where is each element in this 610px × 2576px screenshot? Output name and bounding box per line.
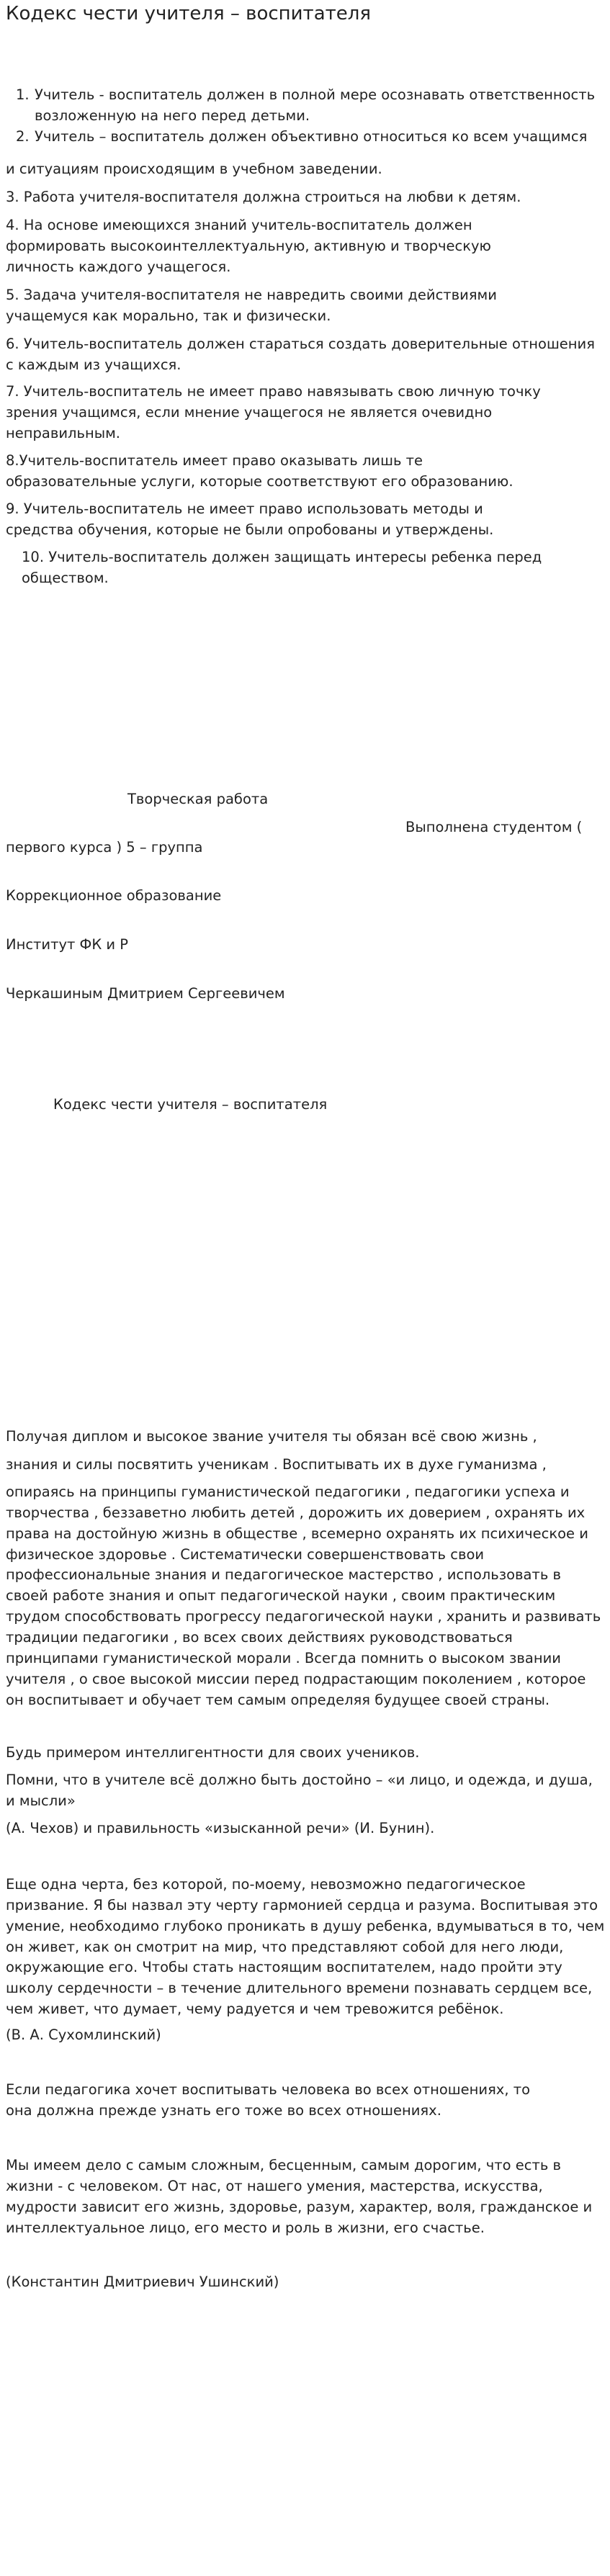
essay-paragraph: Получая диплом и высокое звание учителя ты обязан всё свою жизнь , bbox=[6, 1428, 537, 1445]
essay-paragraph: опираясь на принципы гуманистической педагогики , педагогики успеха и творчества , беззаветно любить детей , дорожить их доверием , охранять их права на достойную жизнь в обществе , всемерно охранять их психическое и физическое здоровье . Систематически совершенствовать свои профессиональные знания и педагогическое мастерство , использовать в своей работе знания и опыт педагогической науки , своим практическим трудом способствовать прогрессу педагогической науки , хранить и развивать традиции педагогики , во всех своих действиях руководствоваться принципами гуманистической морали . Всегда помнить о высоком звании учителя , о свое высокой миссии перед подрастающим поколением , которое он воспитывает и обучает тем самым определяя будущее своей страны. bbox=[6, 1484, 601, 1708]
work-type: Творческая работа bbox=[127, 791, 269, 807]
rule-paragraph: 4. На основе имеющихся знаний учитель-воспитатель должен формировать высокоинтеллектуальную, активную и творческую личность каждого учащегося. bbox=[6, 217, 491, 275]
list-item-text: Учитель – воспитатель должен объективно относиться ко всем учащимся bbox=[35, 127, 588, 145]
rule-paragraph: 10. Учитель-воспитатель должен защищать интересы ребенка перед обществом. bbox=[22, 549, 542, 586]
rule-paragraph: и ситуациям происходящим в учебном заведении. bbox=[6, 161, 382, 177]
subtitle: Кодекс чести учителя – воспитателя bbox=[53, 1096, 328, 1113]
numbered-list bbox=[0, 85, 610, 148]
essay-paragraph: (А. Чехов) и правильность «изысканной речи» (И. Бунин). bbox=[6, 1820, 435, 1836]
rule-paragraph: 6. Учитель-воспитатель должен стараться создать доверительные отношения с каждым из учащихся. bbox=[6, 336, 595, 373]
essay-paragraph: знания и силы посвятить ученикам . Воспитывать их в духе гуманизма , bbox=[6, 1456, 547, 1473]
rule-paragraph: 9. Учитель-воспитатель не имеет право использовать методы и средства обучения, которые не были опробованы и утверждены. bbox=[6, 501, 494, 538]
rule-paragraph: 3. Работа учителя-воспитателя должна строиться на любви к детям. bbox=[6, 189, 521, 205]
essay-paragraph: Мы имеем дело с самым сложным, бесценным, самым дорогим, что есть в жизни - с человеком. От нас, от нашего умения, мастерства, искусства, мудрости зависит его жизнь, здоровье, разум, характер, воля, гражданское и интеллектуальное лицо, его место и роль в жизни, его счастье. bbox=[6, 2157, 593, 2236]
document-title: Кодекс чести учителя – воспитателя bbox=[6, 3, 372, 24]
essay-paragraph: (Константин Дмитриевич Ушинский) bbox=[6, 2274, 279, 2290]
department: Коррекционное образование bbox=[6, 887, 222, 904]
essay-paragraph: Еще одна черта, без которой, по-моему, невозможно педагогическое призвание. Я бы назвал эту черту гармонией сердца и разума. Воспитывая это умение, необходимо глубоко проникать в душу ребенка, вдумываться в то, чем он живет, как он смотрит на мир, что представляют собой для него люди, окружающие его. Чтобы стать настоящим воспитателем, надо пройти эту школу сердечности – в течение длительного времени познавать сердцем все, чем живет, что думает, чему радуется и чем тревожится ребёнок. bbox=[6, 1876, 605, 2018]
completed-by: Выполнена студентом ( bbox=[405, 819, 583, 835]
rule-paragraph: 5. Задача учителя-воспитателя не навредить своими действиями учащемуся как морально, так и физически. bbox=[6, 287, 497, 324]
essay-paragraph: Если педагогика хочет воспитывать человека во всех отношениях, то она должна прежде узнать его тоже во всех отношениях. bbox=[6, 2081, 531, 2119]
list-item bbox=[16, 127, 610, 148]
essay-paragraph: Будь примером интеллигентности для своих учеников. bbox=[6, 1744, 420, 1761]
institute: Институт ФК и Р bbox=[6, 936, 129, 953]
essay-paragraph: (В. А. Сухомлинский) bbox=[6, 2027, 161, 2043]
course: первого курса ) 5 – группа bbox=[6, 839, 203, 856]
essay-paragraph: Помни, что в учителе всё должно быть достойно – «и лицо, и одежда, и душа, и мысли» bbox=[6, 1772, 593, 1809]
list-item-number: 2. bbox=[16, 127, 30, 145]
list-item-text: Учитель - воспитатель должен в полной мере осознавать ответственность возложенную на него перед детьми. bbox=[35, 86, 596, 124]
rule-paragraph: 7. Учитель-воспитатель не имеет право навязывать свою личную точку зрения учащимся, если мнение учащегося не является очевидно неправильным. bbox=[6, 383, 541, 441]
list-item-number: 1. bbox=[16, 86, 30, 103]
author: Черкашиным Дмитрием Сергеевичем bbox=[6, 985, 285, 1002]
rule-paragraph: 8.Учитель-воспитатель имеет право оказывать лишь те образовательные услуги, которые соответствуют его образованию. bbox=[6, 452, 513, 490]
list-item bbox=[16, 85, 610, 127]
